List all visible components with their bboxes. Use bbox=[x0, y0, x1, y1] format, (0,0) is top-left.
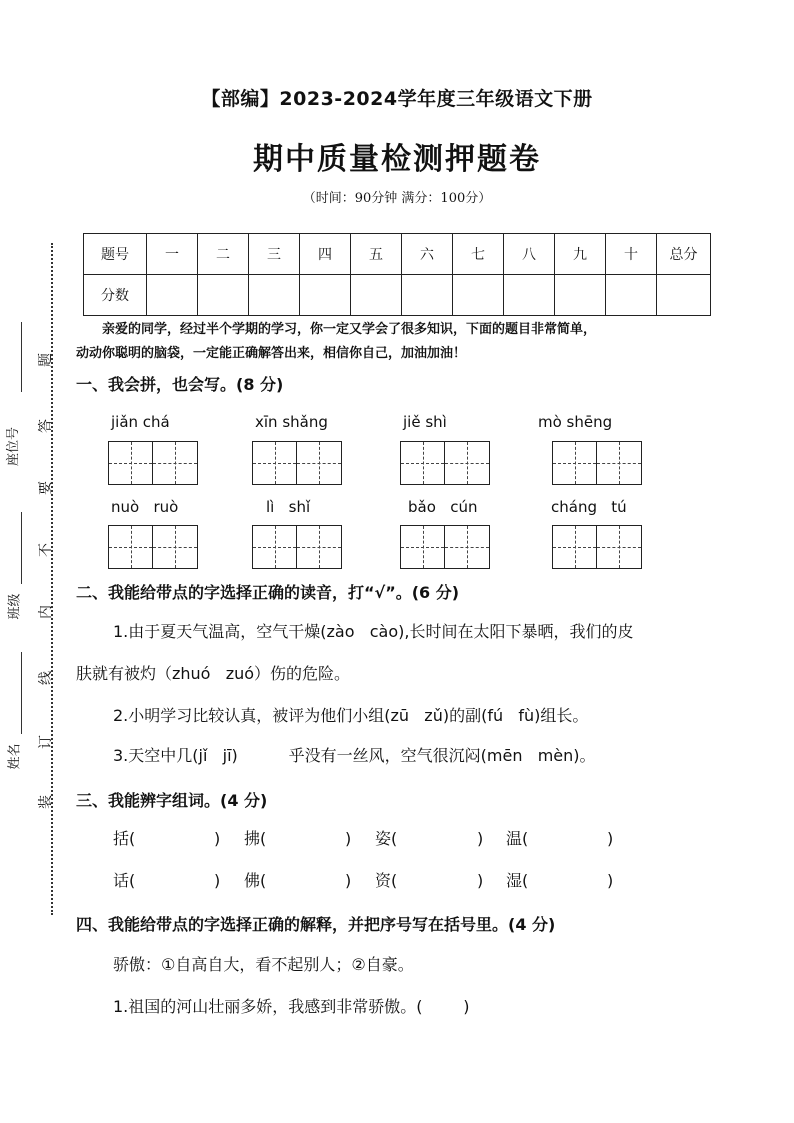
intro-paragraph bbox=[76, 318, 726, 366]
table-header-cell: 八 bbox=[504, 234, 555, 275]
binding-char: 内 bbox=[38, 605, 54, 619]
word-group-close: ) bbox=[214, 871, 221, 890]
pinyin-label: nuò ruò bbox=[111, 498, 179, 516]
writing-grid[interactable] bbox=[252, 441, 342, 485]
section-1-title: 一、我会拼，也会写。(8 分) bbox=[76, 375, 284, 394]
word-group-close: ) bbox=[607, 871, 614, 890]
score-cell[interactable] bbox=[453, 275, 504, 316]
score-cell[interactable] bbox=[606, 275, 657, 316]
table-header-cell: 二 bbox=[198, 234, 249, 275]
word-group-close: ) bbox=[477, 871, 484, 890]
pinyin-label: lì shǐ bbox=[266, 498, 311, 516]
word-group-open: 姿( bbox=[375, 829, 398, 848]
score-cell[interactable] bbox=[249, 275, 300, 316]
binding-char: 订 bbox=[38, 735, 54, 749]
table-header-cell: 题号 bbox=[84, 234, 147, 275]
question-text: 2.小明学习比较认真，被评为他们小组(zū zǔ)的副(fú fù)组长。 bbox=[113, 706, 589, 725]
table-header-cell: 五 bbox=[351, 234, 402, 275]
writing-grid[interactable] bbox=[108, 525, 198, 569]
pinyin-label: mò shēng bbox=[538, 413, 613, 431]
pinyin-label: jiě shì bbox=[403, 413, 447, 431]
exam-series-title: 【部编】2023-2024学年度三年级语文下册 bbox=[201, 88, 593, 110]
seat-number-blank[interactable] bbox=[21, 322, 22, 392]
word-group-close: ) bbox=[345, 829, 352, 848]
score-cell[interactable] bbox=[555, 275, 606, 316]
score-cell[interactable] bbox=[657, 275, 711, 316]
question-text: 3.天空中几(jǐ jī) 乎没有一丝风，空气很沉闷(mēn mèn)。 bbox=[113, 746, 596, 765]
pinyin-label: cháng tú bbox=[551, 498, 627, 516]
question-text: 肤就有被灼（zhuó zuó）伤的危险。 bbox=[76, 664, 351, 683]
writing-grid[interactable] bbox=[400, 525, 490, 569]
table-header-cell: 七 bbox=[453, 234, 504, 275]
word-group-open: 话( bbox=[113, 871, 136, 890]
writing-grid[interactable] bbox=[252, 525, 342, 569]
score-table bbox=[83, 233, 711, 316]
pinyin-label: jiǎn chá bbox=[111, 413, 170, 431]
word-group-open: 资( bbox=[375, 871, 398, 890]
table-header-cell: 总分 bbox=[657, 234, 711, 275]
word-group-open: 温( bbox=[506, 829, 529, 848]
section-2-title: 二、我能给带点的字选择正确的读音，打“√”。(6 分) bbox=[76, 583, 460, 602]
intro-line: 动动你聪明的脑袋，一定能正确解答出来，相信你自己，加油加油！ bbox=[76, 346, 467, 361]
score-cell[interactable] bbox=[351, 275, 402, 316]
table-header-cell: 四 bbox=[300, 234, 351, 275]
section-3-title: 三、我能辨字组词。(4 分) bbox=[76, 791, 268, 810]
word-group-close: ) bbox=[214, 829, 221, 848]
word-group-close: ) bbox=[607, 829, 614, 848]
class-blank[interactable] bbox=[21, 512, 22, 584]
score-cell[interactable] bbox=[504, 275, 555, 316]
exam-title: 期中质量检测押题卷 bbox=[253, 142, 541, 177]
word-group-open: 佛( bbox=[244, 871, 267, 890]
word-group-open: 括( bbox=[113, 829, 136, 848]
table-header-cell: 六 bbox=[402, 234, 453, 275]
binding-char: 装 bbox=[38, 795, 54, 809]
section-4-title: 四、我能给带点的字选择正确的解释，并把序号写在括号里。(4 分) bbox=[76, 915, 556, 934]
binding-char: 题 bbox=[38, 353, 54, 367]
seat-number-label: 座位号 bbox=[6, 426, 22, 467]
intro-line: 亲爱的同学，经过半个学期的学习，你一定又学会了很多知识，下面的题目非常简单， bbox=[102, 322, 597, 337]
writing-grid[interactable] bbox=[108, 441, 198, 485]
time-score-info: （时间：90分钟 满分：100分） bbox=[302, 191, 492, 206]
word-group-open: 拂( bbox=[244, 829, 267, 848]
pinyin-label: xīn shǎng bbox=[255, 413, 328, 431]
writing-grid[interactable] bbox=[400, 441, 490, 485]
question-text: 1.祖国的河山壮丽多娇，我感到非常骄傲。( ) bbox=[113, 997, 470, 1016]
score-table-score-row bbox=[84, 275, 711, 316]
binding-char: 要 bbox=[38, 481, 54, 495]
name-label: 姓名 bbox=[7, 743, 23, 770]
name-blank[interactable] bbox=[21, 652, 22, 734]
word-group-open: 湿( bbox=[506, 871, 529, 890]
binding-dotted-line bbox=[51, 243, 53, 915]
word-group-close: ) bbox=[345, 871, 352, 890]
binding-char: 线 bbox=[38, 671, 54, 685]
table-header-cell: 九 bbox=[555, 234, 606, 275]
score-cell[interactable] bbox=[147, 275, 198, 316]
word-group-close: ) bbox=[477, 829, 484, 848]
table-header-cell: 一 bbox=[147, 234, 198, 275]
score-table-header-row bbox=[84, 234, 711, 275]
table-header-cell: 三 bbox=[249, 234, 300, 275]
class-label: 班级 bbox=[7, 593, 23, 620]
word-definition: 骄傲：①自高自大，看不起别人；②自豪。 bbox=[113, 955, 414, 974]
writing-grid[interactable] bbox=[552, 441, 642, 485]
pinyin-label: bǎo cún bbox=[408, 498, 478, 516]
question-text: 1.由于夏天气温高，空气干燥(zào cào),长时间在太阳下暴晒，我们的皮 bbox=[113, 622, 634, 641]
table-header-cell: 十 bbox=[606, 234, 657, 275]
score-cell[interactable] bbox=[300, 275, 351, 316]
writing-grid[interactable] bbox=[552, 525, 642, 569]
score-row-label: 分数 bbox=[84, 275, 147, 316]
score-cell[interactable] bbox=[198, 275, 249, 316]
binding-char: 不 bbox=[38, 543, 54, 557]
score-cell[interactable] bbox=[402, 275, 453, 316]
binding-char: 答 bbox=[38, 419, 54, 433]
